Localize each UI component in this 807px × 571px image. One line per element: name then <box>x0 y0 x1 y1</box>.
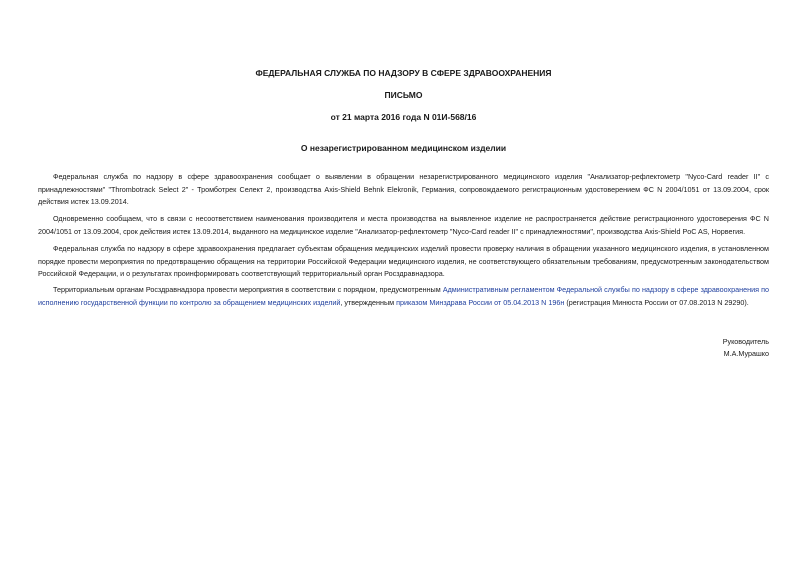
document-type: ПИСЬМО <box>384 90 423 100</box>
paragraph-4 <box>38 284 769 309</box>
paragraph-4-text-a: Территориальным органам Росздравнадзора провести мероприятия в соответствии с порядком, предусмотренным <box>53 285 443 294</box>
order-link[interactable]: приказом Минздрава России от 05.04.2013 N 196н <box>396 297 565 307</box>
paragraph-3: Федеральная служба по надзору в сфере здравоохранения предлагает субъектам обращения медицинских изделий провести проверку наличия в обращении указанного медицинского изделия, в установленном порядке провести мероприятия по предотвращению обращения на территории Российской Федерации медицинского изделия, не соответствующего обязательным требованиям, предусмотренным законодательством Российской Федерации, и о результатах проинформировать соответствующий территориальный орган Росздравнадзора. <box>38 244 769 278</box>
paragraph-4-text-b: , утвержденным <box>340 297 397 307</box>
signature-position: Руководитель <box>722 337 769 346</box>
document-date-number: от 21 марта 2016 года N 01И-568/16 <box>330 112 477 122</box>
paragraph-2: Одновременно сообщаем, что в связи с несоответствием наименования производителя и места производства на выявленное изделие не распространяется действие регистрационного удостоверения ФС N 2004/1051 от 13.09.2004, срок действия истек 13.09.2014, выданного на медицинское изделие "Анализатор-рефлектометр "Nyco-Card reader II" с принадлежностями", производства Axis-Shield PoC AS, Норвегия. <box>38 214 769 236</box>
signature-name: М.А.Мурашко <box>723 349 769 358</box>
regulation-link[interactable]: Административным регламентом Федеральной службы по надзору в сфере здравоохранения по исполнению государственной функции по контролю за обращением медицинских изделий <box>38 285 769 307</box>
document-subject: О незарегистрированном медицинском изделии <box>300 143 507 153</box>
agency-title: ФЕДЕРАЛЬНАЯ СЛУЖБА ПО НАДЗОРУ В СФЕРЕ ЗДРАВООХРАНЕНИЯ <box>255 68 552 78</box>
paragraph-4-text-c: (регистрация Минюста России от 07.08.2013 N 29290). <box>564 297 749 307</box>
paragraph-1: Федеральная служба по надзору в сфере здравоохранения сообщает о выявлении в обращении незарегистрированного медицинского изделия "Анализатор-рефлектометр "Nyco-Card reader II" с принадлежностями" "Thrombotrack Select 2" - Тромботрек Селект 2, производства Axis-Shield Behnk Elekronik, Германия, сопровождаемого регистрационным удостоверением ФС N 2004/1051 от 13.09.2004, срок действия истек 13.09.2014. <box>38 172 769 206</box>
